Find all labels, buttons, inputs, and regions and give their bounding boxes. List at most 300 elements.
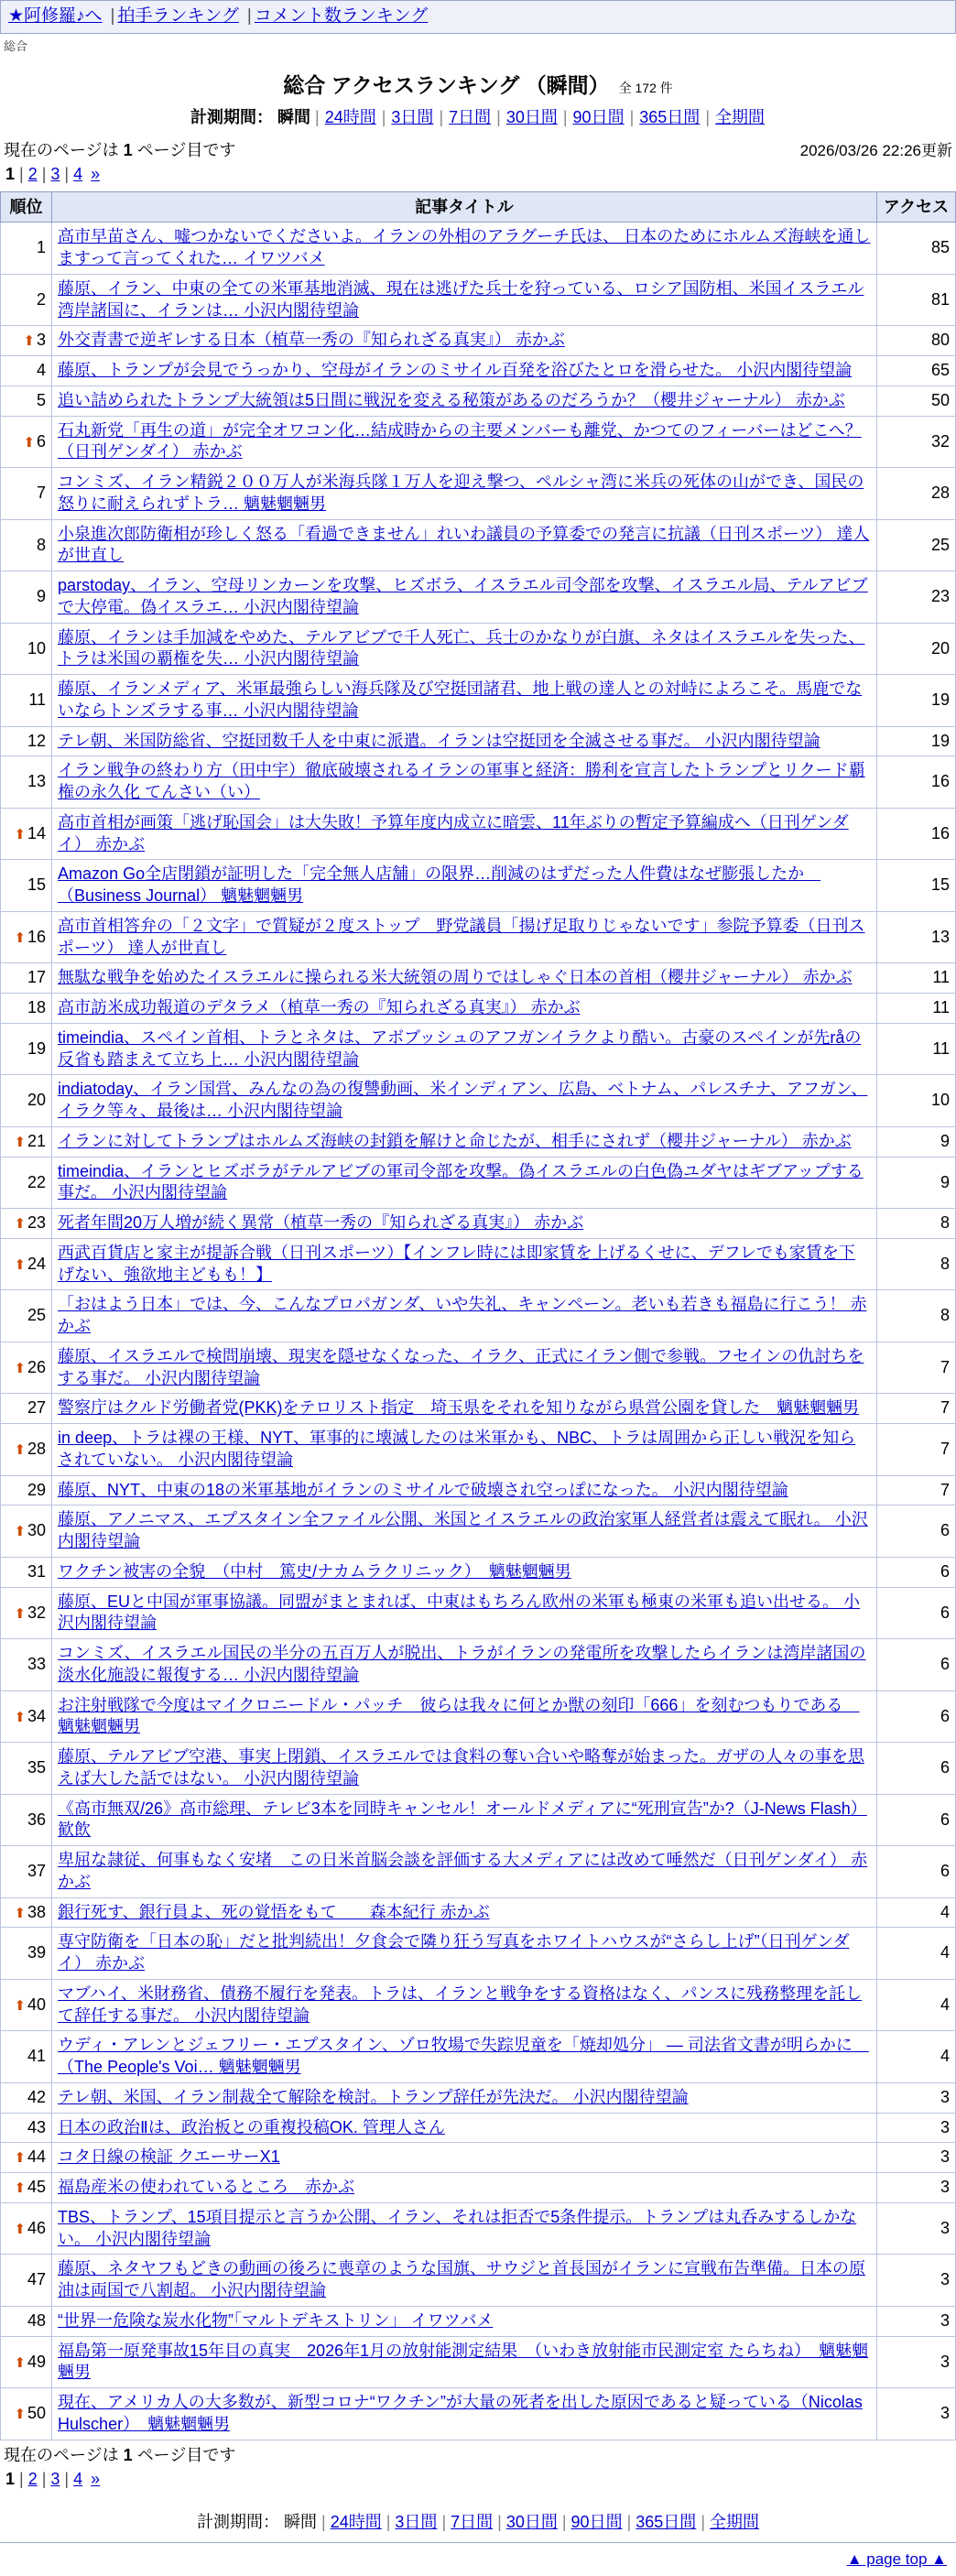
period-divider: | [705,107,710,126]
article-title-link[interactable]: コンミズ、イスラエル国民の半分の五百万人が脱出、トラがイランの発電所を攻撃したらイランは湾岸諸国の淡水化施設に報復する… 小沢内閣待望論 [58,1644,866,1684]
title-cell [52,1209,877,1239]
article-title-link[interactable]: 追い詰められたトランプ大統領は5日間に戦況を変える秘策があるのだろうか？（櫻井ジャーナル） 赤かぶ [58,390,845,409]
article-title-link[interactable]: 藤原、NYT、中東の18の米軍基地がイランのミサイルで破壊され空っぽになった。 小沢内閣待望論 [58,1480,788,1499]
period-label-bottom: 計測期間： [197,2512,279,2531]
article-title-link[interactable]: 石丸新党「再生の道」が完全オワコン化…結成時からの主要メンバーも離党、かつてのフィーバーはどこへ？（日刊ゲンダイ） 赤かぶ [58,420,862,462]
access-count-cell: 8 [876,1290,955,1342]
title-cell [52,2082,877,2113]
rank-up-arrow-icon: ⬆ [14,2221,27,2237]
nav-link-asyura[interactable]: ★阿修羅♪へ [8,6,103,26]
article-title-link[interactable]: 藤原、テルアビブ空港、事実上閉鎖、イスラエルでは食料の奪い合いや略奪が始まった。ガザの人々の事を思えば大した話ではない。 小沢内閣待望論 [58,1747,864,1788]
period-label: 計測期間： [190,107,273,126]
rank-cell [1,726,52,756]
article-title-link[interactable]: 高市訪米成功報道のデタラメ（植草一秀の『知られざる真実』） 赤かぶ [58,998,581,1017]
rank-number: 38 [27,1902,47,1921]
rank-cell [1,223,52,275]
table-row [1,623,956,675]
rank-cell [1,911,52,963]
rank-cell [1,571,52,624]
nav-link-clap-ranking[interactable]: 拍手ランキング [117,6,239,26]
current-page-number: 1 [123,140,133,159]
rank-cell [1,1157,52,1209]
rank-cell [1,1928,52,1980]
title-cell [52,2388,877,2440]
pagination-divider: | [64,164,70,183]
article-title-link[interactable]: ウディ・アレンとジェフリー・エプスタイン、ゾロ牧場で失踪児童を「焼却処分」 ― 司法省文書が明らかに （The People's Voi… 魑魅魍魎男 [58,2036,869,2077]
table-row [1,1846,956,1898]
rank-cell [1,1639,52,1691]
title-cell [52,571,877,624]
rank-number: 46 [27,2218,47,2237]
rank-number: 20 [27,1091,47,1110]
access-count-cell: 3 [876,2202,955,2255]
period-current-bottom: 瞬間 [284,2512,318,2531]
rank-number: 24 [27,1254,47,1273]
table-row [1,274,956,326]
rank-number: 39 [27,1943,47,1962]
table-row [1,1475,956,1505]
rank-number: 45 [27,2178,47,2197]
article-title-link[interactable]: テレ朝、米国、イラン制裁全て解除を検討。トランプ辞任が先決だ。 小沢内閣待望論 [58,2087,689,2106]
rank-number: 22 [27,1172,47,1191]
article-title-link[interactable]: コタ日線の検証 クエーサーX1 [58,2147,280,2167]
total-count: 全 172 件 [618,80,673,95]
article-title-link[interactable]: ワクチン被害の全貌 （中村 篤史/ナカムラクリニック） 魑魅魍魎男 [58,1561,571,1581]
title-cell [52,2113,877,2143]
article-title-link[interactable]: 銀行死す、銀行員よ、死の覚悟をもて 森本紀行 赤かぶ [58,1902,490,1921]
access-count-cell: 15 [876,860,955,912]
table-row [1,2113,956,2143]
table-row [1,1238,956,1290]
title-cell [52,1342,877,1394]
period-option-all-bottom[interactable]: 全期間 [710,2512,759,2531]
access-count-cell: 6 [876,1743,955,1795]
title-cell [52,2306,877,2336]
table-row [1,1639,956,1691]
table-row [1,1690,956,1743]
period-divider: | [315,107,320,126]
table-row [1,1587,956,1639]
title-cell [52,1424,877,1476]
title-cell [52,963,877,994]
table-row [1,2173,956,2203]
rank-cell [1,1342,52,1394]
period-divider: | [562,107,568,126]
pagination-divider: | [41,2469,47,2488]
rank-number: 50 [27,2404,47,2422]
pagination-bottom [0,2468,956,2496]
table-header-row [1,191,956,223]
period-option-7d-bottom[interactable]: 7日間 [451,2512,494,2531]
period-option-90d[interactable]: 90日間 [572,107,625,126]
article-title-link[interactable]: イラン戦争の終わり方（田中宇）徹底破壊されるイランの軍事と経済：勝利を宣言したトランプとリクード覇権の永久化 てんさい（い） [58,761,865,802]
rank-number: 1 [37,238,47,257]
current-page-prefix-bottom: 現在のページは [4,2445,119,2464]
article-title-link[interactable]: 専守防衛を「日本の恥」だと批判続出！夕食会で隣り狂う写真をホワイトハウスが“さらし上げ”（日刊ゲンダイ） 赤かぶ [58,1932,850,1973]
column-header-title: 記事タイトル [52,191,877,223]
rank-number: 47 [27,2270,47,2289]
column-header-access: アクセス [876,191,955,223]
rank-cell [1,468,52,520]
article-title-link[interactable]: 警察庁はクルド労働者党(PKK)をテロリスト指定 埼玉県をそれを知りながら県営公園を貸した 魑魅魍魎男 [58,1398,860,1418]
rank-cell [1,2306,52,2336]
article-title-link[interactable]: “世界一危険な炭水化物”「マルトデキストリン」 イワツバメ [58,2310,494,2330]
rank-cell [1,2336,52,2388]
rank-number: 17 [27,968,47,987]
title-cell [52,1846,877,1898]
table-row [1,416,956,468]
pagination-page-2[interactable]: 2 [27,164,38,183]
table-row [1,1157,956,1209]
rank-cell [1,416,52,468]
table-row [1,1979,956,2031]
page-title [0,69,956,99]
current-page-prefix: 現在のページは [4,140,119,159]
rank-up-arrow-icon: ⬆ [14,1360,27,1376]
access-count-cell: 7 [876,1424,955,1476]
rank-cell [1,386,52,416]
access-count-cell: 10 [876,1075,955,1127]
title-cell [52,994,877,1024]
pagination-divider: | [41,164,47,183]
article-title-link[interactable]: 高市早苗さん、嘘つかないでくださいよ。イランの外相のアラグーチ氏は、 日本のためにホルムズ海峡を通しますって言ってくれた… イワツバメ [58,227,871,268]
rank-cell [1,860,52,912]
rank-number: 33 [27,1655,47,1673]
period-option-3d[interactable]: 3日間 [391,107,434,126]
period-option-30d-bottom[interactable]: 30日間 [505,2512,558,2531]
table-row [1,519,956,571]
table-row [1,2388,956,2440]
rank-up-arrow-icon: ⬆ [14,1442,27,1458]
breadcrumb: 総合 [4,38,28,53]
title-cell [52,416,877,468]
title-cell [52,2202,877,2255]
current-page-suffix-bottom: ページ目です [136,2445,236,2464]
rank-cell [1,356,52,386]
rank-number: 12 [27,731,47,750]
article-title-link[interactable]: 藤原、EUと中国が軍事協議。同盟がまとまれば、中東はもちろん欧州の米軍も極東の米軍も追い出せる。 小沢内閣待望論 [58,1592,861,1633]
article-title-link[interactable]: 藤原、イラン、中東の全ての米軍基地消滅、現在は逃げた兵士を狩っている、ロシア国防相、米国イスラエル湾岸諸国に、イランは… 小沢内閣待望論 [58,278,864,320]
table-row [1,756,956,809]
pagination-page-4[interactable]: 4 [73,164,83,183]
rank-cell [1,1794,52,1846]
table-row [1,2202,956,2255]
rank-number: 37 [27,1862,47,1880]
rank-cell [1,1023,52,1075]
access-count-cell: 3 [876,2336,955,2388]
article-title-link[interactable]: 高市首相が画策「逃げ恥国会」は大失敗！予算年度内成立に暗雲、11年ぶりの暫定予算編成へ（日刊ゲンダイ） 赤かぶ [58,812,849,853]
table-row [1,386,956,416]
period-option-24h-bottom[interactable]: 24時間 [330,2512,382,2531]
access-count-cell: 6 [876,1690,955,1743]
title-cell [52,2031,877,2083]
title-cell [52,1126,877,1157]
rank-cell [1,756,52,809]
article-title-link[interactable]: timeindia、イランとヒズボラがテルアビブの軍司令部を攻撃。偽イスラエルの白色偽ユダヤはギブアップする事だ。 小沢内閣待望論 [58,1161,864,1202]
access-count-cell: 3 [876,2255,955,2307]
article-title-link[interactable]: テレ朝、米国防総省、空挺団数千人を中東に派遣。イランは空挺団を全滅させる事だ。 小沢内閣待望論 [58,731,820,750]
table-row [1,571,956,624]
rank-number: 41 [27,2047,47,2066]
article-title-link[interactable]: 福島第一原発事故15年目の真実 2026年1月の放射能測定結果 （いわき放射能市民測定室 たらちね） 魑魅魍魎男 [58,2341,869,2382]
table-row [1,1342,956,1394]
article-title-link[interactable]: 《高市無双/26》高市総理、テレビ3本を同時キャンセル！オールドメディアに“死刑宣告”か?（J-News Flash）歓飲 [58,1799,867,1840]
rank-number: 44 [27,2147,47,2167]
rank-up-arrow-icon: ⬆ [14,1134,27,1150]
pagination-page-4-bottom[interactable]: 4 [73,2469,83,2488]
title-cell [52,1928,877,1980]
period-divider: | [701,2512,705,2531]
pagination-page-2-bottom[interactable]: 2 [27,2469,38,2488]
rank-number: 26 [27,1357,47,1376]
rank-up-arrow-icon: ⬆ [14,1709,27,1725]
title-cell [52,1557,877,1587]
table-row [1,2031,956,2083]
current-page-number-bottom: 1 [123,2445,133,2464]
access-count-cell: 8 [876,1209,955,1239]
access-count-cell: 65 [876,356,955,386]
access-count-cell: 3 [876,2173,955,2203]
rank-number: 3 [37,331,47,350]
table-row [1,1394,956,1424]
rank-up-arrow-icon: ⬆ [14,1605,27,1622]
rank-cell [1,326,52,356]
access-count-cell: 4 [876,1979,955,2031]
period-option-24h[interactable]: 24時間 [324,107,376,126]
rank-number: 27 [27,1398,47,1418]
rank-up-arrow-icon: ⬆ [14,1997,27,2014]
rank-number: 48 [27,2310,47,2330]
period-option-30d[interactable]: 30日間 [505,107,558,126]
article-title-link[interactable]: マブハイ、米財務省、債務不履行を発表。トラは、イランと戦争をする資格はなく、パンスに残務整理を託して辞任する事だ。 小沢内閣待望論 [58,1984,863,2025]
rank-number: 35 [27,1758,47,1777]
rank-number: 21 [27,1131,47,1150]
title-cell [52,2143,877,2173]
period-option-365d-bottom[interactable]: 365日間 [636,2512,697,2531]
table-row [1,2143,956,2173]
table-row [1,808,956,860]
ranking-table [0,191,956,2440]
article-title-link[interactable]: 現在、アメリカ人の大多数が、新型コロナ“ワクチン”が大量の死者を出した原因であると疑っている（Nicolas Hulscher） 魑魅魍魎男 [58,2393,863,2433]
access-count-cell: 6 [876,1639,955,1691]
page-top-link[interactable]: ▲ page top ▲ [846,2549,947,2568]
access-count-cell: 28 [876,468,955,520]
access-count-cell: 11 [876,994,955,1024]
article-title-link[interactable]: timeindia、スペイン首相、トラとネタは、アボブッシュのアフガンイラクより酷い。古豪のスペインが先råの反省も踏まえて立ち上… 小沢内閣待望論 [58,1027,862,1069]
rank-number: 18 [27,998,47,1017]
table-row [1,2255,956,2307]
rank-cell [1,1075,52,1127]
period-divider: | [561,2512,567,2531]
nav-separator: | [246,6,252,26]
nav-separator: | [110,6,115,26]
article-title-link[interactable]: コンミズ、イラン精鋭２００万人が米海兵隊１万人を迎え撃つ、ペルシャ湾に米兵の死体の山ができ、国民の怒りに耐えられずトラ… 魑魅魍魎男 [58,473,864,513]
article-title-link[interactable]: 藤原、イランは手加減をやめた、テルアビブで千人死亡、兵士のかなりが白旗、ネタはイスラエルを失った、トラは米国の覇権を失… 小沢内閣待望論 [58,627,865,668]
article-title-link[interactable]: 藤原、アノニマス、エプスタイン全ファイル公開、米国とイスラエルの政治家軍人経営者は震えて眠れ。 小沢内閣待望論 [58,1510,868,1551]
rank-up-arrow-icon: ⬆ [14,1524,27,1540]
period-divider: | [497,2512,502,2531]
pagination-page-3[interactable]: 3 [50,164,60,183]
article-title-link[interactable]: お注射戦隊で今度はマイクロニードル・パッチ 彼らは我々に何とか獣の刻印「666」を刻むつもりである 魑魅魍魎男 [58,1695,860,1736]
table-row [1,911,956,963]
rank-cell [1,963,52,994]
period-option-all[interactable]: 全期間 [715,107,765,126]
period-divider: | [321,2512,326,2531]
period-option-90d-bottom[interactable]: 90日間 [570,2512,623,2531]
pagination-next-bottom[interactable]: » [91,2469,101,2488]
rank-cell [1,2031,52,2083]
rank-number: 7 [37,484,47,502]
title-cell [52,1394,877,1424]
title-cell [52,519,877,571]
page-title-text: 総合 アクセスランキング （瞬間） [283,72,610,97]
top-navigation [0,0,956,34]
rank-cell [1,994,52,1024]
rank-number: 14 [27,823,47,842]
article-title-link[interactable]: parstoday、イラン、空母リンカーンを攻撃、ヒズボラ、イスラエル司令部を攻撃、イスラエル局、テルアビブで大停電。偽イスラエ… 小沢内閣待望論 [58,576,868,616]
period-option-7d[interactable]: 7日間 [449,107,492,126]
rank-cell [1,808,52,860]
table-row [1,2082,956,2113]
period-divider: | [626,2512,632,2531]
title-cell [52,756,877,809]
table-row [1,356,956,386]
rank-up-arrow-icon: ⬆ [14,826,27,842]
updated-timestamp: 2026/03/26 22:26更新 [799,142,952,160]
pagination-divider: | [19,2469,24,2488]
period-divider: | [441,2512,447,2531]
table-row [1,1424,956,1476]
article-title-link[interactable]: 小泉進次郎防衛相が珍しく怒る「看過できません」れいわ議員の予算委での発言に抗議（日刊スポーツ） 達人が世直し [58,524,870,565]
rank-cell [1,2082,52,2113]
title-cell [52,1639,877,1691]
rank-number: 28 [27,1440,47,1458]
article-title-link[interactable]: 藤原、ネタヤフもどきの動画の後ろに喪章のような国旗、サウジと首長国がイランに宣戦布告準備。日本の原油は両国で八割超。 小沢内閣待望論 [58,2259,866,2300]
article-title-link[interactable]: 藤原、イスラエルで検問崩壊、現実を隠せなくなった、イラク、正式にイラン側で参戦。フセインの仇討ちをする事だ。 小沢内閣待望論 [58,1346,864,1387]
rank-cell [1,1587,52,1639]
access-count-cell: 8 [876,1238,955,1290]
rank-cell [1,519,52,571]
period-selector-top [0,104,956,128]
rank-number: 23 [27,1213,47,1233]
column-header-rank: 順位 [1,191,52,223]
pagination-current: 1 [5,164,16,183]
period-option-3d-bottom[interactable]: 3日間 [395,2512,438,2531]
pagination-divider: | [64,2469,70,2488]
article-title-link[interactable]: TBS、トランプ、15項目提示と言うか公開、イラン、それは拒否で5条件提示。トランプは丸呑みするしかない。 小沢内閣待望論 [58,2207,857,2248]
article-title-link[interactable]: Amazon Go全店閉鎖が証明した「完全無人店舗」の限界…削減のはずだった人件費はなぜ膨張したか （Business Journal） 魑魅魍魎男 [58,864,821,906]
rank-cell [1,623,52,675]
table-row [1,2336,956,2388]
title-cell [52,274,877,326]
current-page-status-bottom [4,2442,235,2466]
title-cell [52,1238,877,1290]
rank-cell [1,2388,52,2440]
period-current: 瞬間 [277,107,311,126]
nav-link-comment-ranking[interactable]: コメント数ランキング [254,6,429,26]
table-row [1,963,956,994]
article-title-link[interactable]: 藤原、トランプが会見でうっかり、空母がイランのミサイル百発を浴びたとロを滑らせた。 小沢内閣待望論 [58,361,853,380]
table-row [1,223,956,275]
rank-number: 19 [27,1038,47,1058]
table-row [1,1075,956,1127]
access-count-cell: 3 [876,2082,955,2113]
rank-cell [1,2143,52,2173]
rank-cell [1,1475,52,1505]
title-cell [52,911,877,963]
title-cell [52,1587,877,1639]
rank-number: 8 [37,535,47,554]
access-count-cell: 9 [876,1126,955,1157]
article-title-link[interactable]: 外交青書で逆ギレする日本（植草一秀の『知られざる真実』） 赤かぶ [58,331,565,350]
article-title-link[interactable]: イランに対してトランプはホルムズ海峡の封鎖を解けと命じたが、相手にされず（櫻井ジャーナル） 赤かぶ [58,1131,852,1150]
article-title-link[interactable]: 日本の政治Ⅱは、政治板との重複投稿OK. 管理人さん [58,2117,445,2136]
access-count-cell: 50 [876,386,955,416]
current-page-suffix: ページ目です [136,140,236,159]
period-option-365d[interactable]: 365日間 [639,107,701,126]
rank-number: 30 [27,1521,47,1540]
title-cell [52,326,877,356]
access-count-cell: 7 [876,1342,955,1394]
access-count-cell: 3 [876,2306,955,2336]
rank-up-arrow-icon: ⬆ [23,434,36,451]
period-divider: | [629,107,635,126]
access-count-cell: 11 [876,1023,955,1075]
article-title-link[interactable]: indiatoday、イラン国営、みんなの為の復讐動画、米インディアン、広島、ベトナム、パレスチナ、アフガン、イラク等々、最後は… 小沢内閣待望論 [58,1080,868,1121]
pagination-page-3-bottom[interactable]: 3 [50,2469,60,2488]
pagination-next[interactable]: » [91,164,101,183]
table-row [1,1126,956,1157]
article-title-link[interactable]: in deep、トラは裸の王様、NYT、軍事的に壊滅したのは米軍かも、NBC、トラは周囲から正しい戦況を知らされていない。 小沢内閣待望論 [58,1429,856,1469]
article-title-link[interactable]: 「おはよう日本」では、今、こんなプロパガンダ、いや失礼、キャンペーン。老いも若きも福島に行こう！ 赤かぶ [58,1295,867,1336]
table-row [1,1897,956,1928]
rank-number: 11 [28,690,47,709]
article-title-link[interactable]: 藤原、イランメディア、米軍最強らしい海兵隊及び空挺団諸君、地上戦の達人との対峙によろこそ。馬鹿でないならトンズラする事… 小沢内閣待望論 [58,679,863,720]
article-title-link[interactable]: 無駄な戦争を始めたイスラエルに操られる米大統領の周りではしゃぐ日本の首相（櫻井ジャーナル） 赤かぶ [58,968,853,987]
article-title-link[interactable]: 死者年間20万人増が続く異常（植草一秀の『知られざる真実』） 赤かぶ [58,1213,584,1233]
rank-number: 49 [27,2352,47,2371]
title-cell [52,2336,877,2388]
access-count-cell: 20 [876,623,955,675]
access-count-cell: 6 [876,1794,955,1846]
current-page-status [4,137,235,161]
article-title-link[interactable]: 福島産米の使われているところ 赤かぶ [58,2178,355,2197]
title-cell [52,1475,877,1505]
rank-number: 34 [27,1706,47,1725]
table-row [1,994,956,1024]
rank-cell [1,1690,52,1743]
title-cell [52,2255,877,2307]
access-count-cell: 7 [876,1394,955,1424]
table-row [1,468,956,520]
title-cell [52,1505,877,1558]
rank-cell [1,675,52,727]
access-count-cell: 80 [876,326,955,356]
title-cell [52,468,877,520]
title-cell [52,2173,877,2203]
rank-up-arrow-icon: ⬆ [14,1905,27,1921]
rank-cell [1,1979,52,2031]
table-row [1,1209,956,1239]
rank-cell [1,274,52,326]
pagination-current-bottom: 1 [5,2469,16,2488]
article-title-link[interactable]: 卑屈な隷従、何事もなく安堵 この日米首脳会談を評価する大メディアには改めて唾然だ（日刊ゲンダイ） 赤かぶ [58,1851,868,1891]
article-title-link[interactable]: 高市首相答弁の「２文字」で質疑が２度ストップ 野党議員「揚げ足取りじゃないです」参院予算委（日刊スポーツ） 達人が世直し [58,916,865,957]
pagination-divider: | [19,164,24,183]
article-title-link[interactable]: 西武百貨店と家主が提訴合戦（日刊スポーツ）【インフレ時には即家賃を上げるくせに、デフレでも家賃を下げない、強欲地主どもも！】 [58,1243,855,1284]
rank-number: 43 [27,2117,47,2136]
access-count-cell: 6 [876,1557,955,1587]
